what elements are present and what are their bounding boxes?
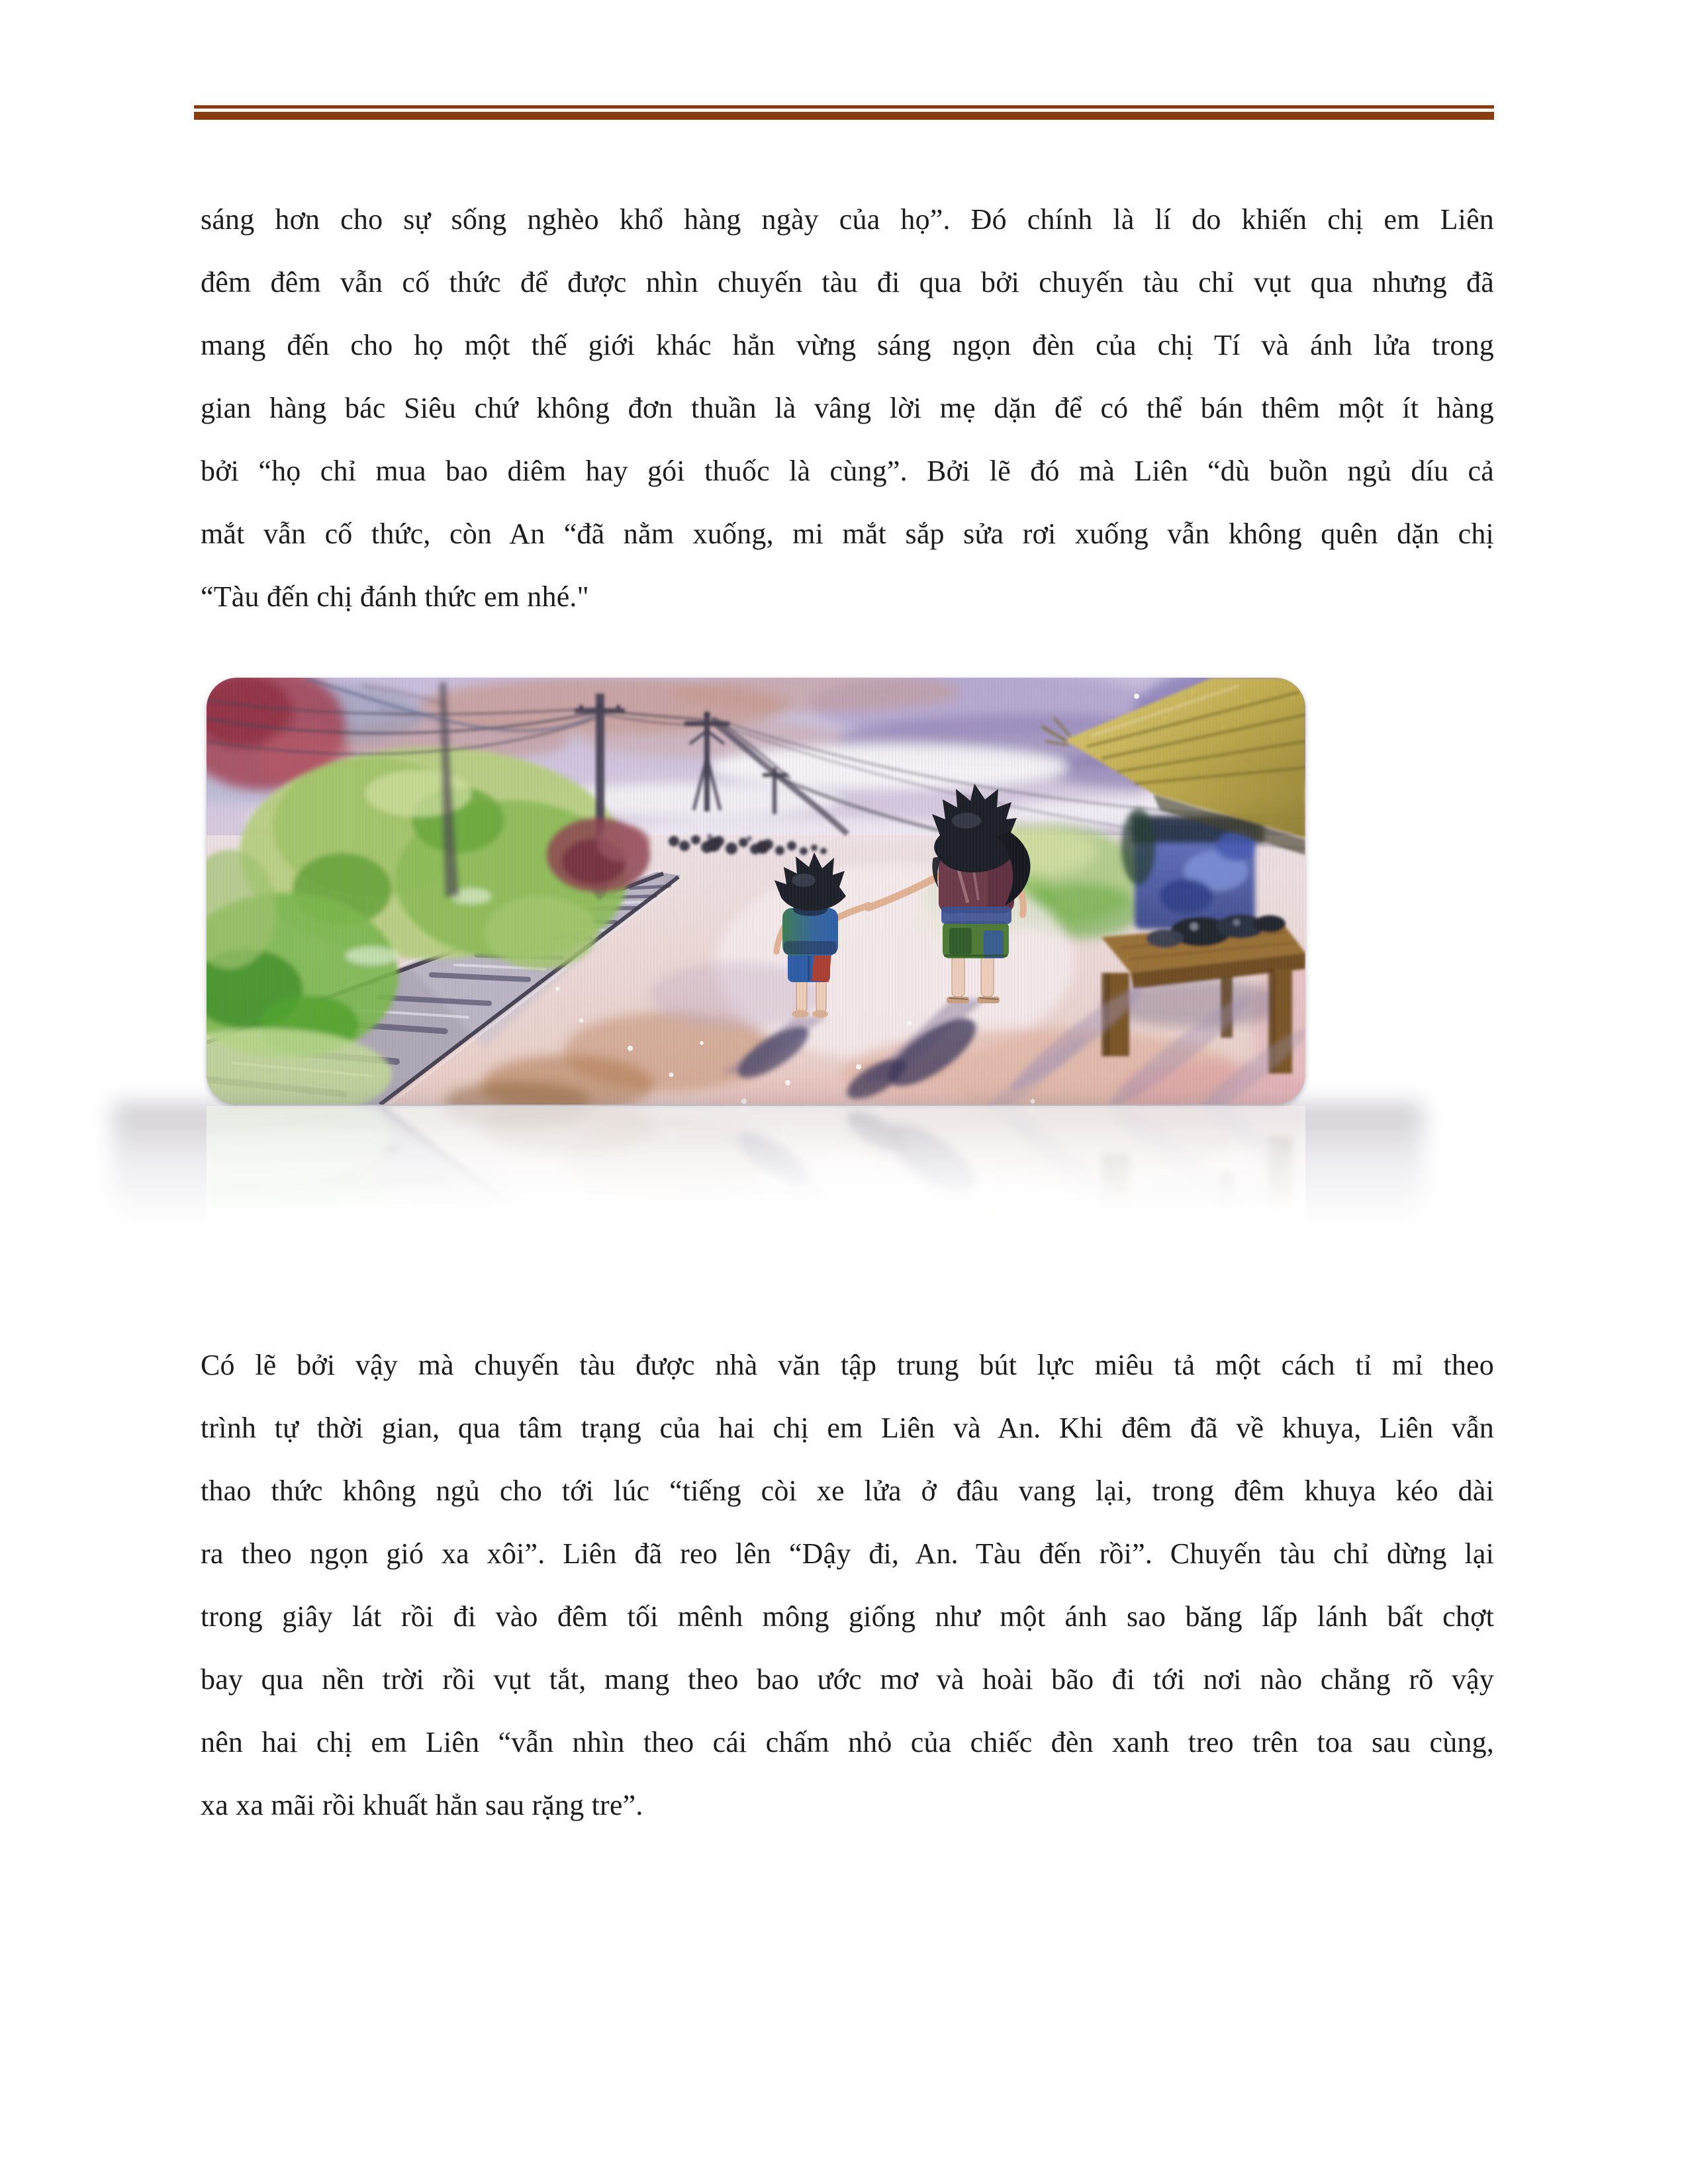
- watercolor-illustration: [207, 678, 1305, 1105]
- page-top-border-rule: [194, 105, 1494, 120]
- text-line: gian hàng bác Siêu chứ không đơn thuần là vâng lời mẹ dặn để có thể bán thêm một ít hàng: [201, 392, 1494, 424]
- border-rule-thick: [194, 112, 1494, 120]
- text-line: nên hai chị em Liên “vẫn nhìn theo cái chấm nhỏ của chiếc đèn xanh treo trên toa sau cùng,: [201, 1726, 1494, 1758]
- text-line: đêm đêm vẫn cố thức để được nhìn chuyến tàu đi qua bởi chuyến tàu chỉ vụt qua nhưng đã: [201, 266, 1494, 298]
- text-line: trong giây lát rồi đi vào đêm tối mênh mông giống như một ánh sao băng lấp lánh bất chợt: [201, 1600, 1494, 1633]
- text-line: bởi “họ chỉ mua bao diêm hay gói thuốc là cùng”. Bởi lẽ đó mà Liên “dù buồn ngủ díu cả: [201, 455, 1494, 487]
- paragraph-2: [201, 1334, 1494, 1837]
- text-line: Có lẽ bởi vậy mà chuyến tàu được nhà văn tập trung bút lực miêu tả một cách tỉ mỉ theo: [201, 1349, 1494, 1381]
- text-line: bay qua nền trời rồi vụt tắt, mang theo bao ước mơ và hoài bão đi tới nơi nào chẳng rõ vậy: [201, 1663, 1494, 1696]
- canvas-texture: [207, 678, 1305, 1105]
- text-line: mắt vẫn cố thức, còn An “đã nằm xuống, mi mắt sắp sửa rơi xuống vẫn không quên dặn chị: [201, 518, 1494, 550]
- text-line: sáng hơn cho sự sống nghèo khổ hàng ngày của họ”. Đó chính là lí do khiến chị em Liên: [201, 203, 1494, 236]
- text-line: trình tự thời gian, qua tâm trạng của hai chị em Liên và An. Khi đêm đã về khuya, Liên vẫn: [201, 1412, 1494, 1444]
- reflection-fade: [207, 1106, 1305, 1238]
- text-line: xa xa mãi rồi khuất hẳn sau rặng tre”.: [201, 1789, 643, 1821]
- text-line: ra theo ngọn gió xa xôi”. Liên đã reo lên “Dậy đi, An. Tàu đến rồi”. Chuyến tàu chỉ dừng lại: [201, 1537, 1494, 1570]
- text-line: thao thức không ngủ cho tới lúc “tiếng còi xe lửa ở đâu vang lại, trong đêm khuya kéo dài: [201, 1475, 1494, 1507]
- text-line: mang đến cho họ một thế giới khác hẳn vừng sáng ngọn đèn của chị Tí và ánh lửa trong: [201, 329, 1494, 361]
- text-line: “Tàu đến chị đánh thức em nhé.": [201, 580, 589, 613]
- illustration-canvas: [207, 678, 1305, 1105]
- illustration-reflection: [207, 1106, 1305, 1238]
- paragraph-1: [201, 188, 1494, 628]
